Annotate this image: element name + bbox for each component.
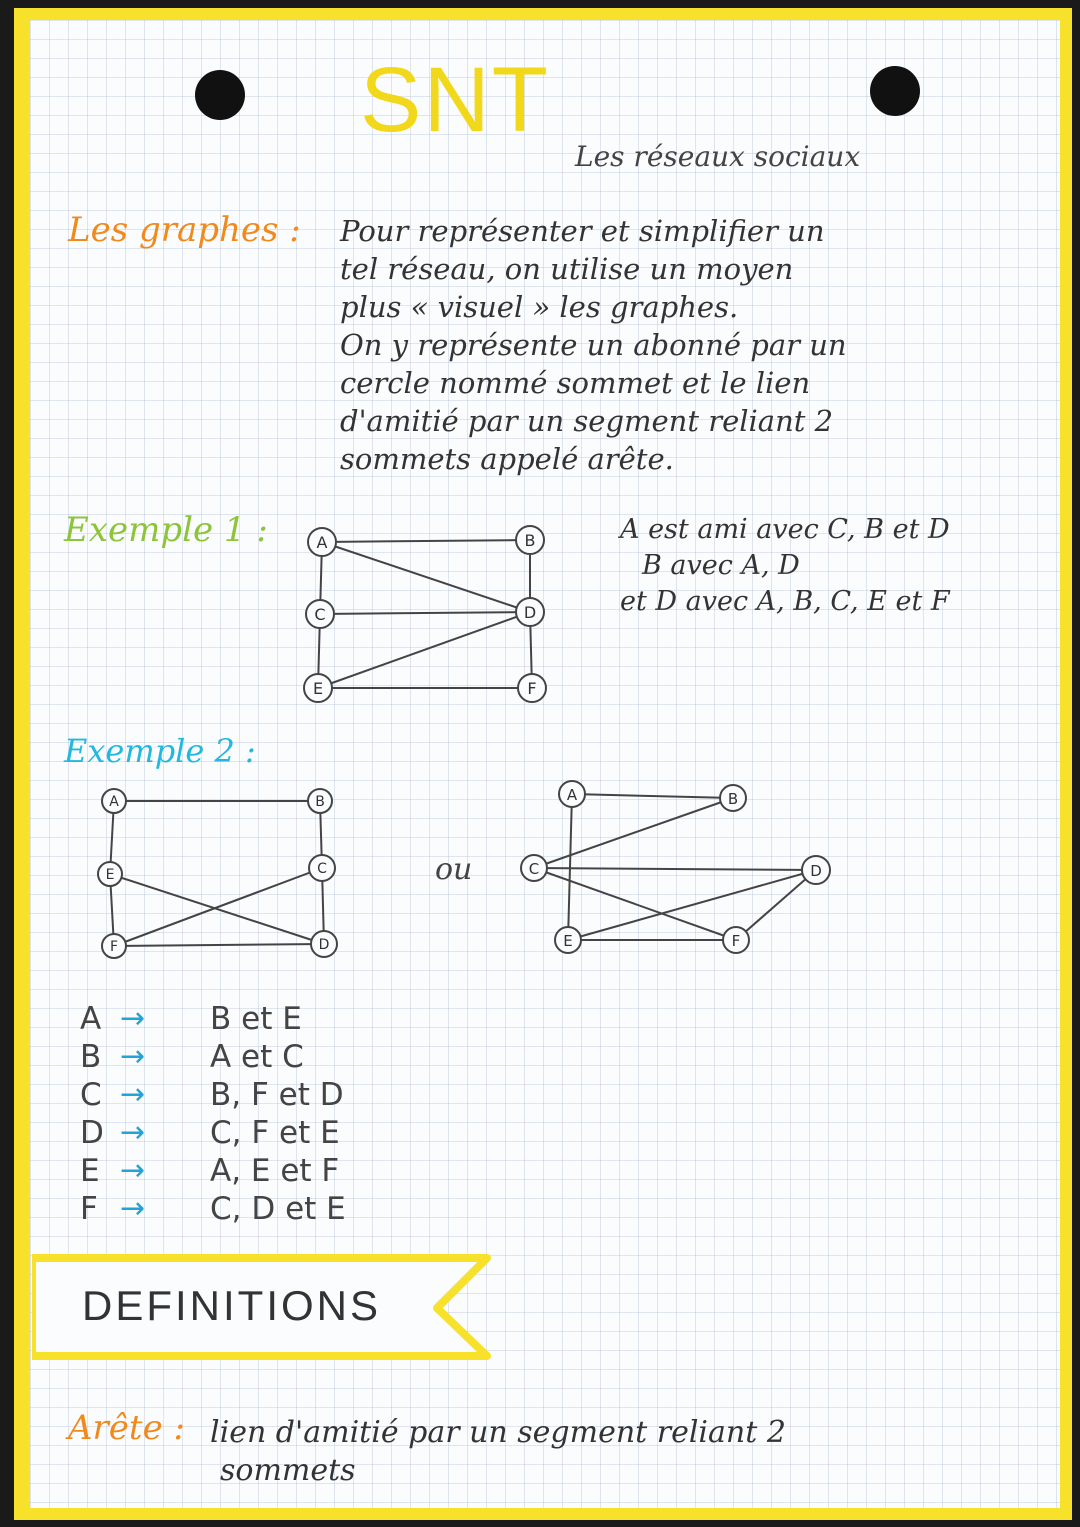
- section-heading-exemple2: Exemple 2 :: [64, 732, 256, 770]
- adjacency-row: C → B, F et D: [80, 1077, 344, 1113]
- notebook-page: [14, 8, 1072, 1520]
- svg-text:D: D: [810, 862, 822, 880]
- svg-text:A: A: [566, 786, 578, 804]
- edge-e-d: [568, 870, 816, 940]
- node-a: [308, 528, 336, 556]
- graphes-line: plus « visuel » les graphes.: [340, 290, 739, 324]
- node-e: [98, 862, 122, 886]
- edge-f-d: [114, 944, 324, 946]
- page-title: SNT: [360, 49, 550, 151]
- arrow-icon: →: [120, 1039, 146, 1074]
- arrow-icon: →: [120, 1077, 146, 1112]
- graphes-line: tel réseau, on utilise un moyen: [340, 252, 794, 286]
- adjacency-row: D → C, F et E: [80, 1115, 340, 1151]
- definition-line: sommets: [220, 1453, 356, 1488]
- svg-text:B: B: [315, 794, 325, 810]
- arrow-icon: →: [120, 1001, 146, 1036]
- node-d: [802, 856, 830, 884]
- graphes-line: cercle nommé sommet et le lien: [340, 366, 811, 400]
- edge-c-d: [320, 612, 530, 614]
- graphes-line: sommets appelé arête.: [340, 442, 674, 476]
- page-subtitle: Les réseaux sociaux: [575, 140, 861, 173]
- graphes-line: Pour représenter et simplifier un: [340, 214, 825, 248]
- edge-e-d: [110, 874, 324, 944]
- exemple1-line: B avec A, D: [642, 550, 800, 581]
- graphes-line: d'amitié par un segment reliant 2: [340, 404, 834, 438]
- svg-text:F: F: [527, 679, 537, 698]
- svg-text:D: D: [523, 603, 537, 622]
- graph-exemple2-b: [510, 772, 840, 962]
- svg-text:F: F: [109, 939, 119, 955]
- edge-a-e: [568, 794, 572, 940]
- edge-a-b: [322, 540, 530, 542]
- svg-text:B: B: [524, 531, 536, 550]
- node-f: [102, 934, 126, 958]
- svg-text:F: F: [731, 932, 741, 950]
- svg-text:C: C: [528, 860, 540, 878]
- graph-exemple2-a: [90, 780, 350, 970]
- graphes-line: On y représente un abonné par un: [340, 328, 847, 362]
- edge-c-b: [534, 798, 733, 868]
- punch-hole-left: [195, 70, 245, 120]
- arrow-icon: →: [120, 1191, 146, 1226]
- adjacency-row: A → B et E: [80, 1001, 302, 1037]
- node-e: [555, 927, 581, 953]
- svg-text:D: D: [318, 937, 330, 953]
- svg-text:E: E: [105, 867, 115, 883]
- edge-a-d: [322, 542, 530, 612]
- arrow-icon: →: [120, 1153, 146, 1188]
- adjacency-row: E → A, E et F: [80, 1153, 340, 1189]
- node-e: [304, 674, 332, 702]
- node-c: [306, 600, 334, 628]
- node-c: [521, 855, 547, 881]
- adjacency-row: F → C, D et E: [80, 1191, 346, 1227]
- svg-text:C: C: [314, 605, 326, 624]
- exemple1-line: A est ami avec C, B et D: [620, 514, 950, 545]
- node-d: [516, 598, 544, 626]
- edge-a-b: [572, 794, 733, 798]
- node-b: [308, 789, 332, 813]
- graph-exemple1: [290, 515, 550, 705]
- node-f: [518, 674, 546, 702]
- node-c: [309, 855, 335, 881]
- svg-text:C: C: [317, 861, 327, 877]
- svg-text:A: A: [316, 533, 328, 552]
- svg-text:E: E: [312, 679, 324, 698]
- definitions-title: DEFINITIONS: [82, 1282, 382, 1329]
- node-b: [720, 785, 746, 811]
- arrow-icon: →: [120, 1115, 146, 1150]
- definition-line: lien d'amitié par un segment reliant 2: [210, 1415, 786, 1450]
- ou-text: ou: [435, 852, 473, 887]
- node-d: [311, 931, 337, 957]
- svg-text:E: E: [563, 932, 573, 950]
- edge-e-d: [318, 612, 530, 688]
- section-heading-exemple1: Exemple 1 :: [64, 510, 268, 550]
- graphes-paragraph: [340, 212, 1060, 478]
- punch-hole-right: [870, 66, 920, 116]
- definition-text: [210, 1414, 786, 1490]
- adjacency-row: B → A et C: [80, 1039, 304, 1075]
- exemple1-line: et D avec A, B, C, E et F: [620, 586, 950, 617]
- exemple1-text: [620, 512, 950, 620]
- section-heading-graphes: Les graphes :: [68, 210, 301, 250]
- svg-text:B: B: [727, 790, 739, 808]
- node-a: [559, 781, 585, 807]
- adjacency-list: [80, 1000, 346, 1228]
- node-a: [102, 789, 126, 813]
- svg-text:A: A: [109, 794, 119, 810]
- node-f: [723, 927, 749, 953]
- definition-term: Arête :: [68, 1408, 185, 1448]
- edge-c-f: [114, 868, 322, 946]
- edge-c-d: [534, 868, 816, 870]
- node-b: [516, 526, 544, 554]
